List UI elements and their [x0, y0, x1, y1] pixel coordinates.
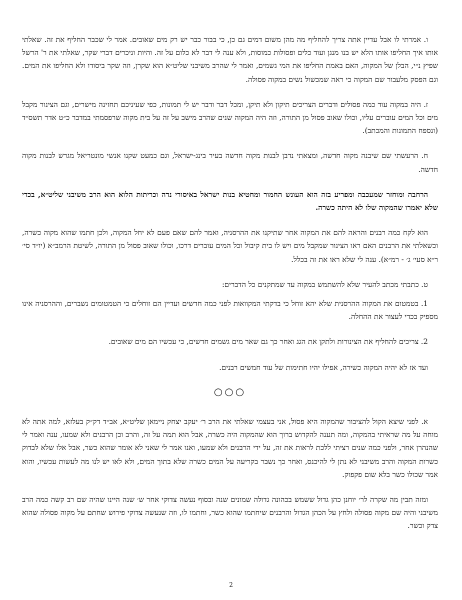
list-item-1: 1. בטמטום את המקוה ההרסנית שלא יהא זוחל כי בדקתי המקוואות לפני כמה חדשים ועדיין הם זוחלים כי הטמטומים נשברים, וההרסניה אינו מספיק בכדי לעצור את ההחלה. [22, 299, 438, 322]
paragraph-rabbis: הוא לקח כמה רבנים והראה להם את המקוה אחר שתיקנו את ההרסניה, ואמר להם שאם פעם לא יחל המקוה, ולכן חתמו שהוא מקוה כשרה, וכשאלתי את הרבנים האם ראו הצינור שמקבל מים ויש לו בית קיבול וכל המים עוברים דרכו, וכולו שאוב פסול מן התורה, לשיטת הרמב״א (יו״ד סי׳ ר״א סעי׳ ג׳ - רמ״א). ענה לי שלא ראו את זה בכלל. [22, 228, 438, 264]
paragraph-9: ט. כתבתי מכתב להעיר שלא להשתמש במקוה עד שמתקנים כל הדברים: [221, 279, 428, 289]
bold-paragraph: הרחבה ומוחזר שמעכבה ומפריע בזה הוא העונש החמור ומחטיא בנות ישראל באיסורי נדה וכריתות הלוא הוא הרב משיבני שליט״א, בכדי שלא יאמרו שהמקוה שלו לא היתה כשרה. [22, 189, 438, 213]
paragraph-8: ח. הרעשתי שם שיבנה מקוה חדשה, ומצאתי נדבן לבנות מקוה חדשה בעיר בינג-ישראל, וגם כמעט שקנו אנשי מונטריאל מגרש לבנות מקוה חדשה. [22, 151, 438, 174]
paragraph-conclusion: ומזה תבין מה שקרה לר׳ יוחנן כהן גדול ששמש בכהונה גדולה שמונים שנה ובסוף נעשה צדוקי אחר ש׳ שנה היינו שהיה שם רב קשה כמה הרב משיבני והיה שם מקוה פסולה ולחץ על הכהן הגדול והרבנים שיחתמו שהוא כשר, וחתמו לו, וזה שנעשה צדוקי פירוש שחתם על מקוה פסולה שהוא צדק וכשר. [22, 495, 438, 531]
paragraph-signatures: ועד אז לא יהיה המקוה כשירה, אפילו יהיו חתימות של עוד חמשים רבנים. [219, 362, 428, 372]
list-item-2: 2. צריכים להחליף את הצינורות ולתקן את הגג ואחר כך גם שאר מים גשמים חדשים, כי עכשיו הם מים שאובים. [108, 337, 428, 347]
page-number: 2 [229, 582, 233, 589]
section-separator: ○○○ [213, 386, 247, 398]
paragraph-7: ז. היה במקוה עוד כמה פסולים ודברים הצריכים תיקון ולא תיקן, ומכל דבר ודבר יש לי תמונות, כפי שעיניכם תחזינה מישרים, וגם הצינור מקבל מים וכל המים עוברים עליו, וכולו שאוב פסול מן התורה, וזה היה המקוה שנים שהרב מישב על זה על בית מקוה שרפסמתי במדבר כ״ט אדר תשס״ד (ונספח התמונות והמכתב). [22, 99, 438, 136]
paragraph-6: ו. אמרתי לו אבל עדיין אתה צריך להחליף מה מהן משום דמים גם כן, כי בבור כבר יש רק מים שאובים. אמר לי שכבר החליף את זה. שאלתי אותו איך החליפו אותו הלא יש בנו מנגן ועוד כלים ופסולות כמוסות, ולא ענה לי דבר לא כלום על זה. והיות וניכרים דברי שקר, שאלתי את ר' הרשל שפיץ נ״י, הבלן של המקוה, האם באמת החליפו את המי גשמים, ואמר לי שהרב משיבני שליט״א הוא שקרן, וזה שקר ביסודו ולא החליפו את המים. וגם הפסק מלעבור שם המקוה כי ראה שמכשול נשים במקוה פסולה. [22, 35, 438, 84]
paragraph-a: א. לפני שיצא הקול להציבור שהמקוה היא פסול, אני בעצמי שאלתי את הרב ר׳ יעקב יצחק ניימאן שליט״א, אב״ד דק״ק בעלזא, למה אתה לא מוחה על מה שראיתי בהמקוה, ומה תענה להקדוש ברוך הוא שהמקוה היה כשרה, אבל הוא תמה על זה, והרב וכן הרבנים ולא שמעו, ענה ואמר לי שהנהרן אחר, ולפני כמה שנים רציתי ללכת לראות את זה, על ידי הרבנים ולא שמעו, ואנו אמר לי שאני לא אומר שהוא כשר, אבל אלו שלא לבדוק כשרות המקוה והרב משיבני לא נתן לי להיכנס, ואחר כך נשבר בקריעה על המים כשרה שלא בתוך המים, ולא לאו יש לנו מה לעשות עכשיו, והוא אמר שכולו כשר בלא שום פקפוק. [22, 417, 438, 479]
